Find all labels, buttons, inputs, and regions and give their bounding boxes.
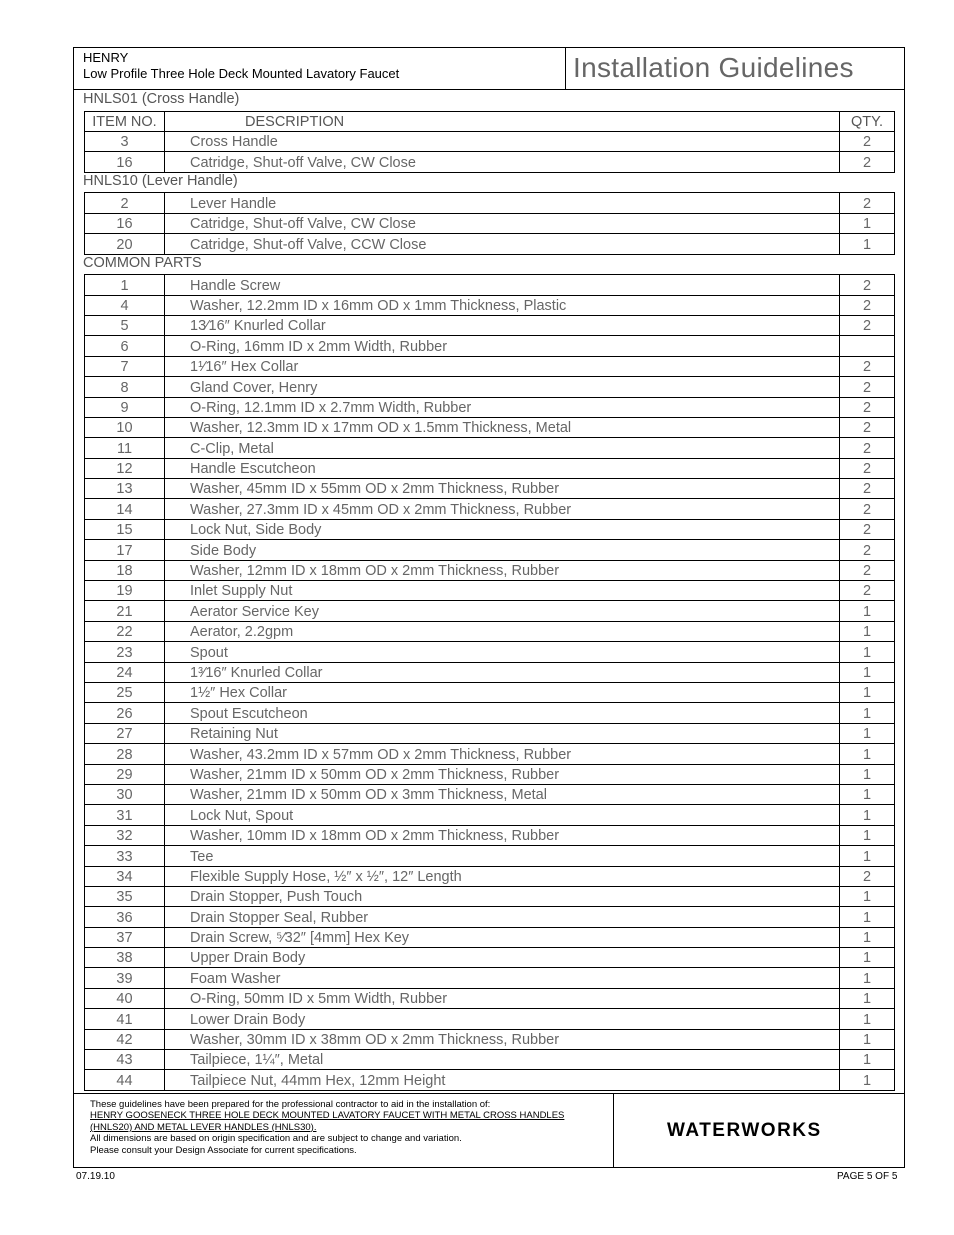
footer-notes [74, 1094, 614, 1168]
item-description: Retaining Nut [165, 723, 840, 743]
item-description: Lever Handle [165, 193, 840, 213]
item-description: Drain Stopper, Push Touch [165, 886, 840, 906]
item-number: 30 [85, 784, 165, 804]
item-number: 37 [85, 927, 165, 947]
table-row [85, 764, 895, 784]
footer-product-line-1: HENRY GOOSENECK THREE HOLE DECK MOUNTED LAVATORY FAUCET WITH METAL CROSS HANDLES [90, 1110, 565, 1122]
item-number: 31 [85, 805, 165, 825]
table-row [85, 499, 895, 519]
table-row [85, 866, 895, 886]
item-description: C-Clip, Metal [165, 438, 840, 458]
table-row [85, 377, 895, 397]
item-quantity: 1 [840, 825, 895, 845]
table-row [85, 417, 895, 437]
item-description: 13⁄16″ Knurled Collar [165, 315, 840, 335]
item-description: Washer, 21mm ID x 50mm OD x 3mm Thickness, Metal [165, 784, 840, 804]
item-description: Spout [165, 642, 840, 662]
item-number: 29 [85, 764, 165, 784]
table-row [85, 805, 895, 825]
table-header-row [85, 111, 895, 131]
item-number: 35 [85, 886, 165, 906]
product-info [74, 48, 566, 89]
item-quantity: 1 [840, 601, 895, 621]
column-header-qty: QTY. [840, 111, 895, 131]
item-description: Washer, 30mm ID x 38mm OD x 2mm Thickness, Rubber [165, 1029, 840, 1049]
item-quantity: 1 [840, 968, 895, 988]
item-description: Cross Handle [165, 131, 840, 151]
page-number: PAGE 5 OF 5 [837, 1171, 898, 1182]
table-row [85, 581, 895, 601]
item-quantity: 1 [840, 1050, 895, 1070]
item-number: 11 [85, 438, 165, 458]
section-title: HNLS10 (Lever Handle) [83, 172, 238, 189]
table-row [85, 152, 895, 172]
item-quantity: 1 [840, 988, 895, 1008]
item-quantity: 1 [840, 642, 895, 662]
item-quantity: 2 [840, 193, 895, 213]
item-number: 15 [85, 519, 165, 539]
item-description: Washer, 12.2mm ID x 16mm OD x 1mm Thickness, Plastic [165, 295, 840, 315]
table-row [85, 397, 895, 417]
waterworks-logo: WATERWORKS [667, 1120, 822, 1141]
item-description: Washer, 12mm ID x 18mm OD x 2mm Thickness, Rubber [165, 560, 840, 580]
item-number: 16 [85, 152, 165, 172]
table-row [85, 642, 895, 662]
table-row [85, 479, 895, 499]
item-quantity: 2 [840, 560, 895, 580]
document-date: 07.19.10 [76, 1171, 115, 1182]
item-number: 24 [85, 662, 165, 682]
item-quantity: 2 [840, 540, 895, 560]
item-quantity: 1 [840, 886, 895, 906]
item-number: 4 [85, 295, 165, 315]
table-row [85, 886, 895, 906]
table-row [85, 907, 895, 927]
item-number: 40 [85, 988, 165, 1008]
item-number: 18 [85, 560, 165, 580]
item-number: 7 [85, 356, 165, 376]
table-row [85, 519, 895, 539]
item-number: 25 [85, 683, 165, 703]
footer-line-1: These guidelines have been prepared for the professional contractor to aid in the installation of: [90, 1099, 491, 1110]
item-description: Washer, 12.3mm ID x 17mm OD x 1.5mm Thickness, Metal [165, 417, 840, 437]
item-number: 44 [85, 1070, 165, 1090]
table-row [85, 744, 895, 764]
table-row [85, 621, 895, 641]
item-description: Catridge, Shut-off Valve, CW Close [165, 152, 840, 172]
table-row [85, 315, 895, 335]
item-quantity: 1 [840, 234, 895, 254]
item-description: O-Ring, 16mm ID x 2mm Width, Rubber [165, 336, 840, 356]
item-description: Foam Washer [165, 968, 840, 988]
item-description: Drain Screw, ⁵⁄32″ [4mm] Hex Key [165, 927, 840, 947]
item-description: Lock Nut, Spout [165, 805, 840, 825]
document-footer [74, 1093, 904, 1167]
item-quantity: 2 [840, 295, 895, 315]
item-quantity: 1 [840, 846, 895, 866]
item-description: Washer, 27.3mm ID x 45mm OD x 2mm Thickness, Rubber [165, 499, 840, 519]
item-quantity: 1 [840, 723, 895, 743]
item-number: 9 [85, 397, 165, 417]
item-number: 41 [85, 1009, 165, 1029]
item-description: Side Body [165, 540, 840, 560]
item-quantity: 2 [840, 275, 895, 295]
item-description: Upper Drain Body [165, 948, 840, 968]
table-row [85, 234, 895, 254]
item-description: Aerator, 2.2gpm [165, 621, 840, 641]
table-row [85, 988, 895, 1008]
item-quantity: 2 [840, 499, 895, 519]
table-row [85, 1009, 895, 1029]
table-row [85, 1029, 895, 1049]
table-row [85, 784, 895, 804]
item-number: 10 [85, 417, 165, 437]
item-quantity: 2 [840, 417, 895, 437]
item-quantity: 2 [840, 152, 895, 172]
item-quantity: 1 [840, 927, 895, 947]
item-quantity: 2 [840, 438, 895, 458]
item-description: Catridge, Shut-off Valve, CW Close [165, 213, 840, 233]
item-description: 1½″ Hex Collar [165, 683, 840, 703]
item-quantity: 2 [840, 131, 895, 151]
table-row [85, 846, 895, 866]
table-row [85, 948, 895, 968]
table-row [85, 336, 895, 356]
item-description: O-Ring, 12.1mm ID x 2.7mm Width, Rubber [165, 397, 840, 417]
item-number: 22 [85, 621, 165, 641]
item-quantity: 2 [840, 315, 895, 335]
item-number: 21 [85, 601, 165, 621]
item-quantity: 2 [840, 356, 895, 376]
item-number: 26 [85, 703, 165, 723]
table-row [85, 1070, 895, 1090]
item-quantity: 1 [840, 213, 895, 233]
item-number: 3 [85, 131, 165, 151]
item-number: 8 [85, 377, 165, 397]
item-number: 19 [85, 581, 165, 601]
item-number: 32 [85, 825, 165, 845]
table-row [85, 438, 895, 458]
product-name: HENRY [83, 50, 129, 65]
product-description: Low Profile Three Hole Deck Mounted Lavatory Faucet [83, 66, 400, 81]
item-number: 39 [85, 968, 165, 988]
item-quantity: 1 [840, 703, 895, 723]
item-quantity: 1 [840, 1009, 895, 1029]
column-header-description: DESCRIPTION [165, 111, 840, 131]
item-number: 43 [85, 1050, 165, 1070]
section-title: COMMON PARTS [83, 254, 202, 271]
item-description: Handle Screw [165, 275, 840, 295]
footer-product-line-2: (HNLS20) AND METAL LEVER HANDLES (HNLS30). [90, 1121, 317, 1133]
table-row [85, 295, 895, 315]
table-row [85, 540, 895, 560]
item-number: 6 [85, 336, 165, 356]
item-number: 33 [85, 846, 165, 866]
item-quantity: 2 [840, 377, 895, 397]
item-number: 27 [85, 723, 165, 743]
item-number: 17 [85, 540, 165, 560]
item-quantity: 2 [840, 519, 895, 539]
item-description: Tailpiece Nut, 44mm Hex, 12mm Height [165, 1070, 840, 1090]
item-quantity: 1 [840, 683, 895, 703]
section-title: HNLS01 (Cross Handle) [83, 91, 240, 107]
table-row [85, 927, 895, 947]
item-number: 13 [85, 479, 165, 499]
item-number: 16 [85, 213, 165, 233]
item-number: 1 [85, 275, 165, 295]
parts-table [84, 274, 895, 1091]
table-row [85, 723, 895, 743]
item-quantity: 1 [840, 1070, 895, 1090]
document-frame [73, 47, 905, 1168]
item-description: 1¹⁄16″ Hex Collar [165, 356, 840, 376]
item-description: O-Ring, 50mm ID x 5mm Width, Rubber [165, 988, 840, 1008]
item-number: 38 [85, 948, 165, 968]
item-description: Spout Escutcheon [165, 703, 840, 723]
item-quantity: 1 [840, 764, 895, 784]
item-description: Aerator Service Key [165, 601, 840, 621]
item-description: Catridge, Shut-off Valve, CCW Close [165, 234, 840, 254]
table-row [85, 131, 895, 151]
item-description: Tee [165, 846, 840, 866]
table-row [85, 703, 895, 723]
table-row [85, 683, 895, 703]
column-header-item: ITEM NO. [85, 111, 165, 131]
item-description: 1³⁄16″ Knurled Collar [165, 662, 840, 682]
item-description: Drain Stopper Seal, Rubber [165, 907, 840, 927]
item-number: 28 [85, 744, 165, 764]
item-description: Washer, 43.2mm ID x 57mm OD x 2mm Thickness, Rubber [165, 744, 840, 764]
footer-consult: Please consult your Design Associate for current specifications. [90, 1144, 357, 1156]
item-description: Lock Nut, Side Body [165, 519, 840, 539]
item-number: 34 [85, 866, 165, 886]
item-quantity: 1 [840, 805, 895, 825]
item-number: 5 [85, 315, 165, 335]
table-row [85, 356, 895, 376]
item-description: Lower Drain Body [165, 1009, 840, 1029]
item-description: Inlet Supply Nut [165, 581, 840, 601]
table-row [85, 275, 895, 295]
item-quantity: 2 [840, 479, 895, 499]
item-number: 12 [85, 458, 165, 478]
item-quantity: 1 [840, 948, 895, 968]
item-description: Handle Escutcheon [165, 458, 840, 478]
item-quantity: 1 [840, 907, 895, 927]
document-header [74, 48, 904, 90]
table-row [85, 213, 895, 233]
item-description: Washer, 10mm ID x 18mm OD x 2mm Thickness, Rubber [165, 825, 840, 845]
table-row [85, 825, 895, 845]
item-description: Washer, 45mm ID x 55mm OD x 2mm Thickness, Rubber [165, 479, 840, 499]
item-quantity [840, 336, 895, 356]
item-description: Gland Cover, Henry [165, 377, 840, 397]
item-quantity: 2 [840, 866, 895, 886]
table-row [85, 968, 895, 988]
item-number: 14 [85, 499, 165, 519]
table-row [85, 458, 895, 478]
item-quantity: 2 [840, 581, 895, 601]
table-row [85, 560, 895, 580]
document-title: Installation Guidelines [573, 52, 854, 83]
table-row [85, 601, 895, 621]
item-number: 2 [85, 193, 165, 213]
parts-table [84, 192, 895, 254]
item-description: Tailpiece, 1¼″, Metal [165, 1050, 840, 1070]
item-quantity: 2 [840, 397, 895, 417]
item-quantity: 1 [840, 1029, 895, 1049]
footer-disclaimer: All dimensions are based on origin specification and are subject to change and variation. [90, 1133, 462, 1145]
parts-table [84, 111, 895, 173]
item-description: Washer, 21mm ID x 50mm OD x 2mm Thickness, Rubber [165, 764, 840, 784]
item-number: 20 [85, 234, 165, 254]
item-number: 36 [85, 907, 165, 927]
item-description: Flexible Supply Hose, ½″ x ½″, 12″ Length [165, 866, 840, 886]
item-number: 42 [85, 1029, 165, 1049]
item-number: 23 [85, 642, 165, 662]
table-row [85, 1050, 895, 1070]
item-quantity: 2 [840, 458, 895, 478]
item-quantity: 1 [840, 621, 895, 641]
table-row [85, 193, 895, 213]
item-quantity: 1 [840, 744, 895, 764]
item-quantity: 1 [840, 662, 895, 682]
item-quantity: 1 [840, 784, 895, 804]
table-row [85, 662, 895, 682]
